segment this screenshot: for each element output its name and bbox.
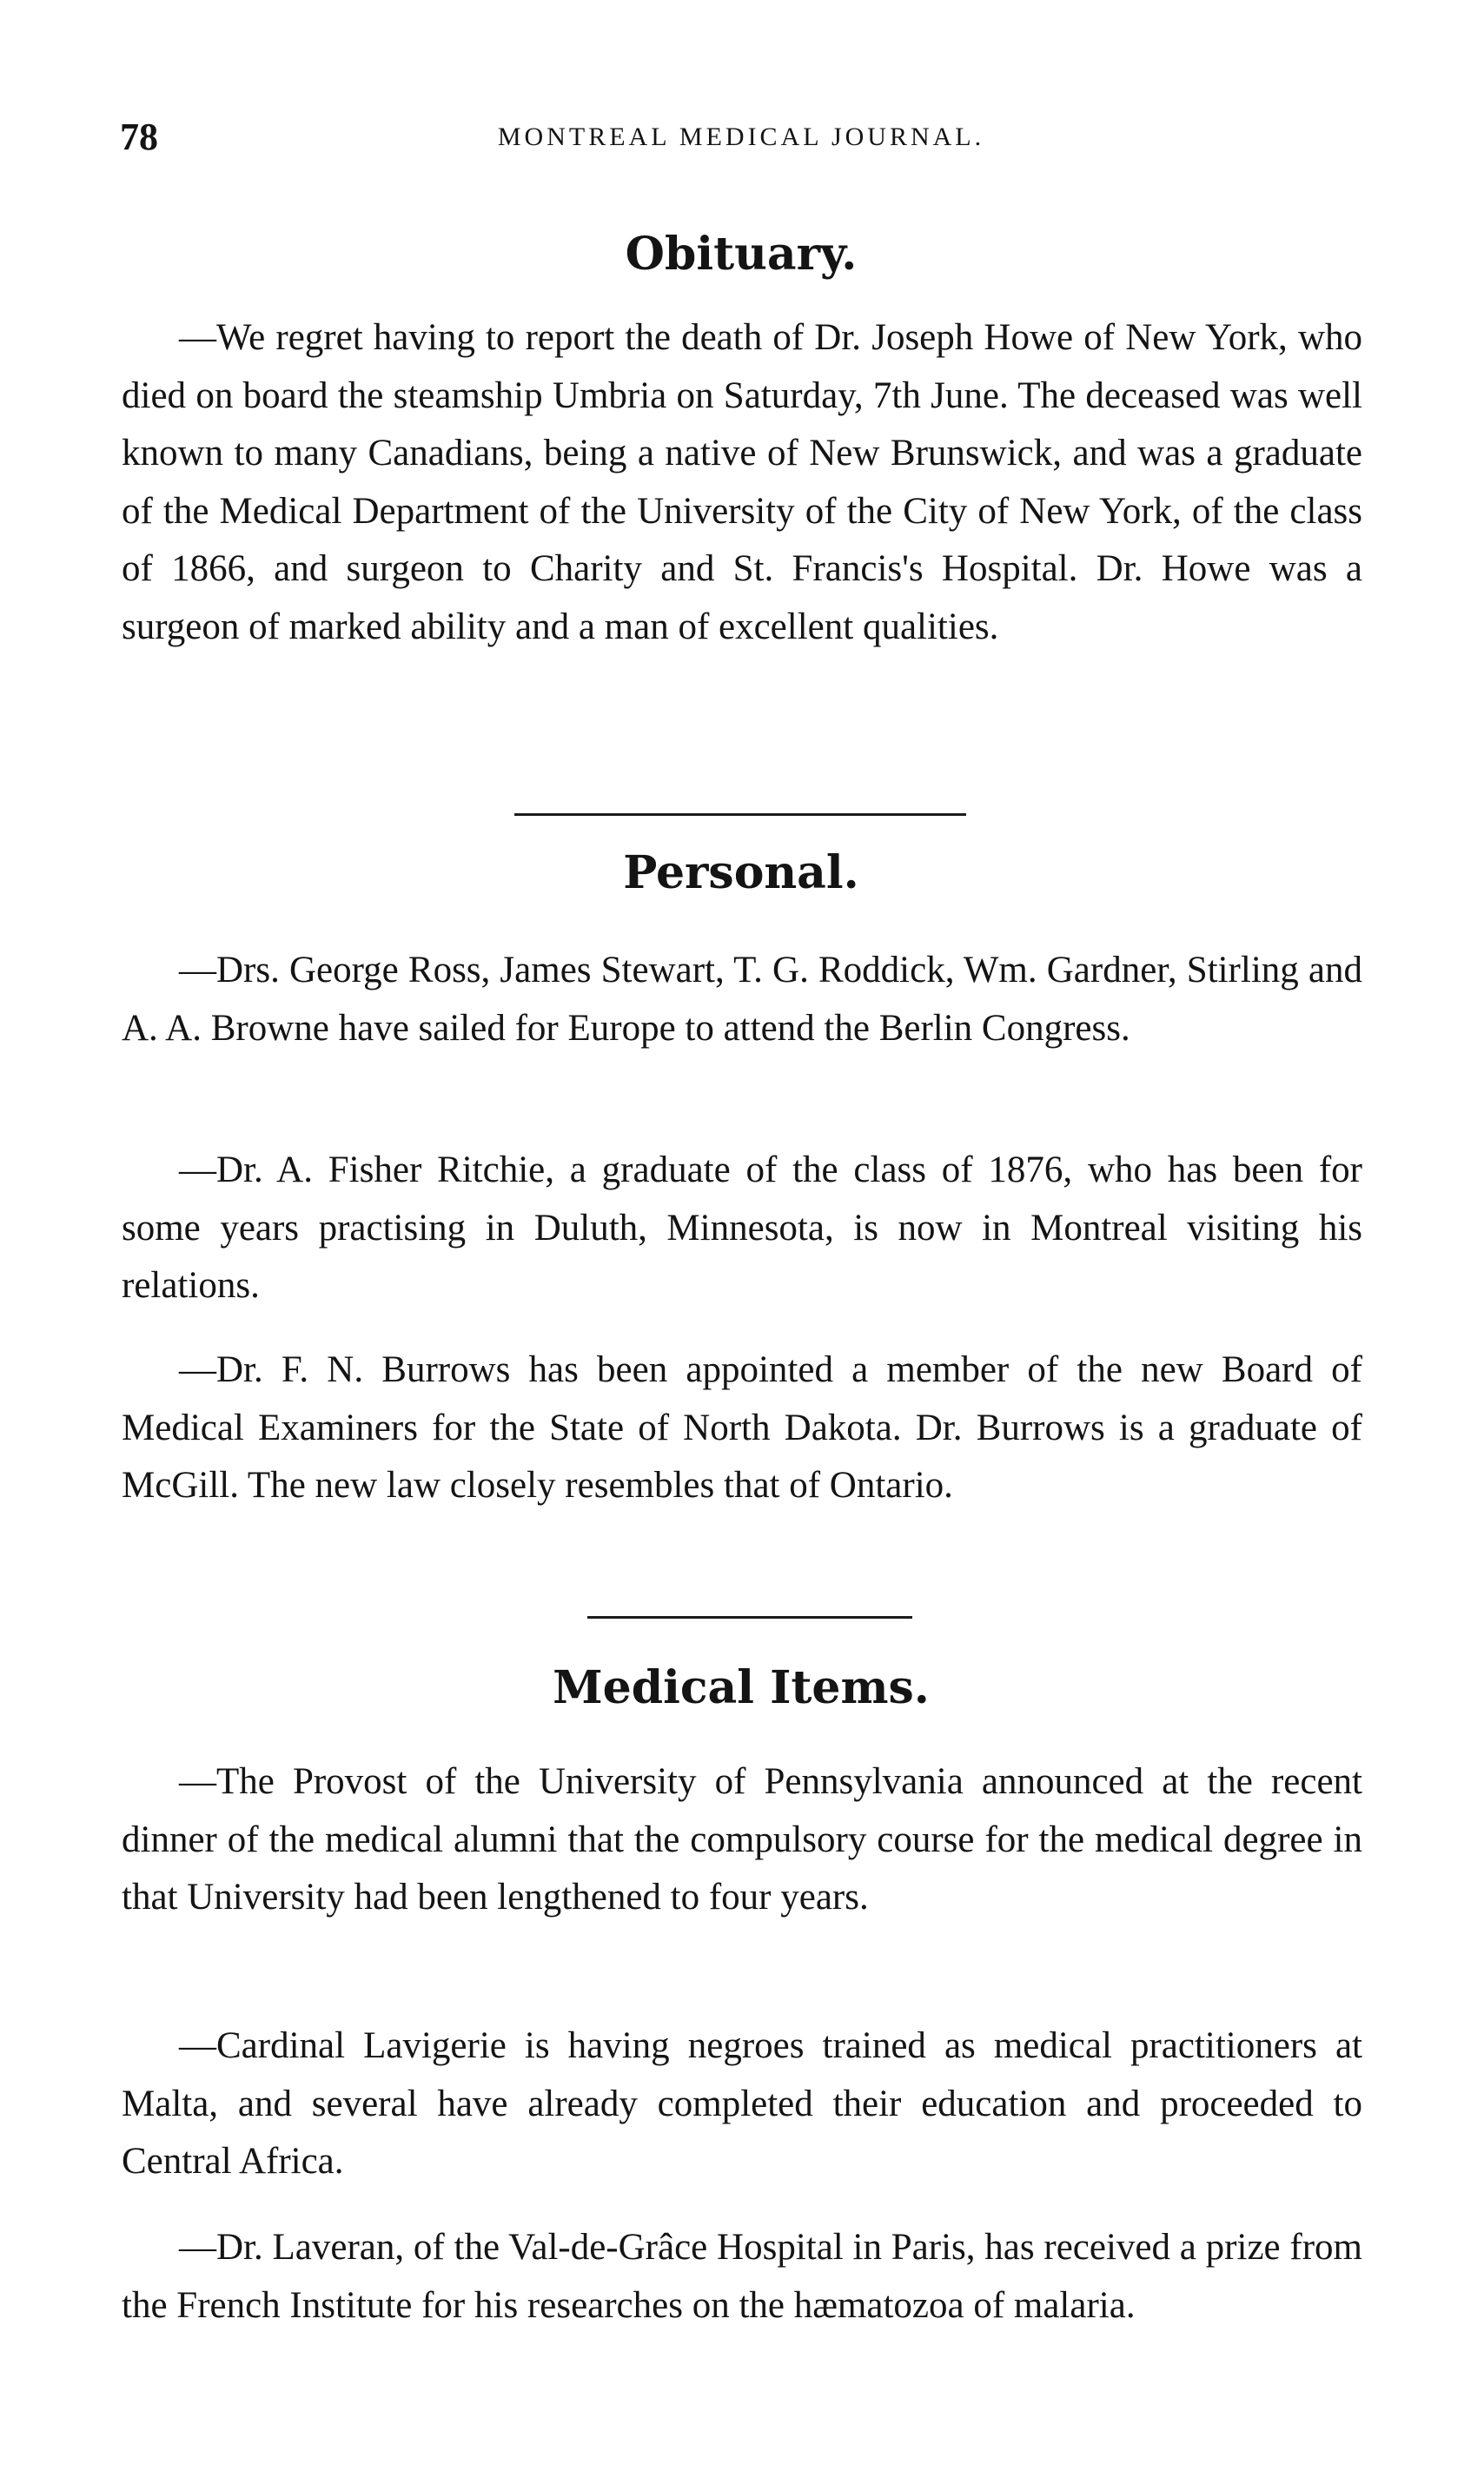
obituary-paragraph: —We regret having to report the death of Dr. Joseph Howe of New York, who died on board the steamship Umbria on Saturday, 7th June. The deceased was well known to many Canadians, being a native of New Brunswick, and was a graduate of the Medical Department of the University of the City of New York, of the class of 1866, and surgeon to Charity and St. Francis's Hospital. Dr. Howe was a surgeon of marked ability and a man of excellent qualities. xyxy=(122,317,1362,647)
personal-heading: Personal. xyxy=(623,846,859,899)
obituary-heading: Obituary. xyxy=(625,228,858,281)
medical-items-paragraph-2: —Cardinal Lavigerie is having negroes trained as medical practitioners at Malta, and several have already completed their education and proceeded to Central Africa. xyxy=(122,2025,1362,2182)
section-divider xyxy=(514,813,966,816)
page-number: 78 xyxy=(120,116,158,158)
medical-items-paragraph-3: —Dr. Laveran, of the Val-de-Grâce Hospital in Paris, has received a prize from the French Institute for his researches on the hæmatozoa of malaria. xyxy=(122,2227,1362,2326)
medical-items-paragraph-1: —The Provost of the University of Pennsylvania announced at the recent dinner of the medical alumni that the compulsory course for the medical degree in that University had been lengthened to four years. xyxy=(122,1761,1362,1918)
journal-title: MONTREAL MEDICAL JOURNAL. xyxy=(497,123,985,151)
personal-paragraph-1: —Drs. George Ross, James Stewart, T. G. Roddick, Wm. Gardner, Stirling and A. A. Browne have sailed for Europe to attend the Berlin Congress. xyxy=(122,950,1362,1049)
personal-paragraph-3: —Dr. F. N. Burrows has been appointed a member of the new Board of Medical Examiners for the State of North Dakota. Dr. Burrows is a graduate of McGill. The new law closely resembles that of Ontario. xyxy=(122,1349,1362,1506)
medical-items-heading: Medical Items. xyxy=(553,1661,930,1714)
section-divider xyxy=(587,1616,912,1619)
running-head xyxy=(120,111,1362,163)
personal-paragraph-2: —Dr. A. Fisher Ritchie, a graduate of the class of 1876, who has been for some years practising in Duluth, Minnesota, is now in Montreal visiting his relations. xyxy=(122,1149,1362,1306)
